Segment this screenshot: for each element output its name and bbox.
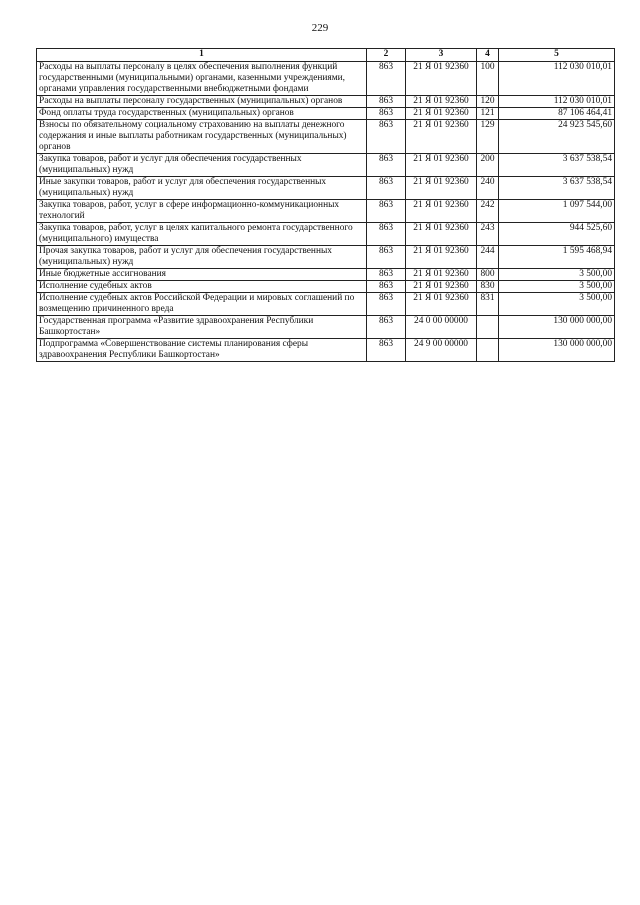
row-sum: 130 000 000,00 — [499, 339, 615, 362]
row-csr: 24 0 00 00000 — [406, 316, 477, 339]
table-row — [37, 293, 615, 316]
table-row — [37, 200, 615, 223]
row-description: Взносы по обязательному социальному страхованию на выплаты денежного содержания и иные выплаты работникам государственных (муниципальных) органов — [37, 120, 367, 154]
row-csr: 21 Я 01 92360 — [406, 177, 477, 200]
row-sum: 1 595 468,94 — [499, 246, 615, 269]
row-code: 863 — [367, 269, 406, 281]
header-col-5: 5 — [499, 49, 615, 62]
table-row — [37, 269, 615, 281]
table-row — [37, 246, 615, 269]
row-sum: 130 000 000,00 — [499, 316, 615, 339]
row-vr: 129 — [477, 120, 499, 154]
row-code: 863 — [367, 281, 406, 293]
row-csr: 21 Я 01 92360 — [406, 62, 477, 96]
row-csr: 21 Я 01 92360 — [406, 246, 477, 269]
row-vr: 240 — [477, 177, 499, 200]
row-sum: 3 637 538,54 — [499, 154, 615, 177]
page-number: 229 — [311, 22, 329, 34]
row-csr: 21 Я 01 92360 — [406, 269, 477, 281]
header-row — [37, 49, 615, 62]
row-sum: 3 500,00 — [499, 293, 615, 316]
table-row — [37, 223, 615, 246]
row-vr: 830 — [477, 281, 499, 293]
row-vr: 121 — [477, 108, 499, 120]
table-row — [37, 339, 615, 362]
row-csr: 24 9 00 00000 — [406, 339, 477, 362]
table-body — [37, 62, 615, 362]
row-vr: 244 — [477, 246, 499, 269]
row-sum: 87 106 464,41 — [499, 108, 615, 120]
row-sum: 3 500,00 — [499, 269, 615, 281]
row-vr: 831 — [477, 293, 499, 316]
row-description: Исполнение судебных актов Российской Федерации и мировых соглашений по возмещению причиненного вреда — [37, 293, 367, 316]
row-description: Закупка товаров, работ и услуг для обеспечения государственных (муниципальных) нужд — [37, 154, 367, 177]
row-csr: 21 Я 01 92360 — [406, 120, 477, 154]
row-description: Расходы на выплаты персоналу в целях обеспечения выполнения функций государственными (муниципальными) органами, казенными учреждениями, органами управления государственными внебюджетными фондами — [37, 62, 367, 96]
row-code: 863 — [367, 339, 406, 362]
row-csr: 21 Я 01 92360 — [406, 293, 477, 316]
row-vr: 800 — [477, 269, 499, 281]
header-col-2: 2 — [367, 49, 406, 62]
table-row — [37, 62, 615, 96]
row-description: Иные закупки товаров, работ и услуг для обеспечения государственных (муниципальных) нужд — [37, 177, 367, 200]
row-code: 863 — [367, 223, 406, 246]
table-row — [37, 281, 615, 293]
row-code: 863 — [367, 62, 406, 96]
row-csr: 21 Я 01 92360 — [406, 154, 477, 177]
row-code: 863 — [367, 108, 406, 120]
budget-table — [36, 48, 615, 362]
row-csr: 21 Я 01 92360 — [406, 200, 477, 223]
row-description: Расходы на выплаты персоналу государственных (муниципальных) органов — [37, 96, 367, 108]
table-row — [37, 108, 615, 120]
row-description: Закупка товаров, работ, услуг в целях капитального ремонта государственного (муниципального) имущества — [37, 223, 367, 246]
row-code: 863 — [367, 246, 406, 269]
row-sum: 3 637 538,54 — [499, 177, 615, 200]
row-description: Фонд оплаты труда государственных (муниципальных) органов — [37, 108, 367, 120]
row-csr: 21 Я 01 92360 — [406, 108, 477, 120]
row-csr: 21 Я 01 92360 — [406, 96, 477, 108]
row-code: 863 — [367, 316, 406, 339]
row-vr: 200 — [477, 154, 499, 177]
row-sum: 944 525,60 — [499, 223, 615, 246]
row-vr — [477, 339, 499, 362]
header-col-1: 1 — [37, 49, 367, 62]
row-description: Закупка товаров, работ, услуг в сфере информационно-коммуникационных технологий — [37, 200, 367, 223]
row-sum: 112 030 010,01 — [499, 96, 615, 108]
header-col-4: 4 — [477, 49, 499, 62]
row-sum: 1 097 544,00 — [499, 200, 615, 223]
row-vr: 243 — [477, 223, 499, 246]
row-code: 863 — [367, 200, 406, 223]
table-row — [37, 177, 615, 200]
table-row — [37, 120, 615, 154]
row-vr: 120 — [477, 96, 499, 108]
row-vr: 242 — [477, 200, 499, 223]
row-code: 863 — [367, 154, 406, 177]
row-description: Прочая закупка товаров, работ и услуг для обеспечения государственных (муниципальных) нужд — [37, 246, 367, 269]
row-description: Подпрограмма «Совершенствование системы планирования сферы здравоохранения Республики Башкортостан» — [37, 339, 367, 362]
row-sum: 24 923 545,60 — [499, 120, 615, 154]
row-sum: 112 030 010,01 — [499, 62, 615, 96]
row-csr: 21 Я 01 92360 — [406, 281, 477, 293]
row-sum: 3 500,00 — [499, 281, 615, 293]
table-row — [37, 316, 615, 339]
row-description: Исполнение судебных актов — [37, 281, 367, 293]
row-code: 863 — [367, 177, 406, 200]
row-description: Государственная программа «Развитие здравоохранения Республики Башкортостан» — [37, 316, 367, 339]
row-description: Иные бюджетные ассигнования — [37, 269, 367, 281]
row-code: 863 — [367, 96, 406, 108]
row-code: 863 — [367, 293, 406, 316]
table-row — [37, 154, 615, 177]
header-col-3: 3 — [406, 49, 477, 62]
row-vr — [477, 316, 499, 339]
row-csr: 21 Я 01 92360 — [406, 223, 477, 246]
row-vr: 100 — [477, 62, 499, 96]
table-row — [37, 96, 615, 108]
row-code: 863 — [367, 120, 406, 154]
